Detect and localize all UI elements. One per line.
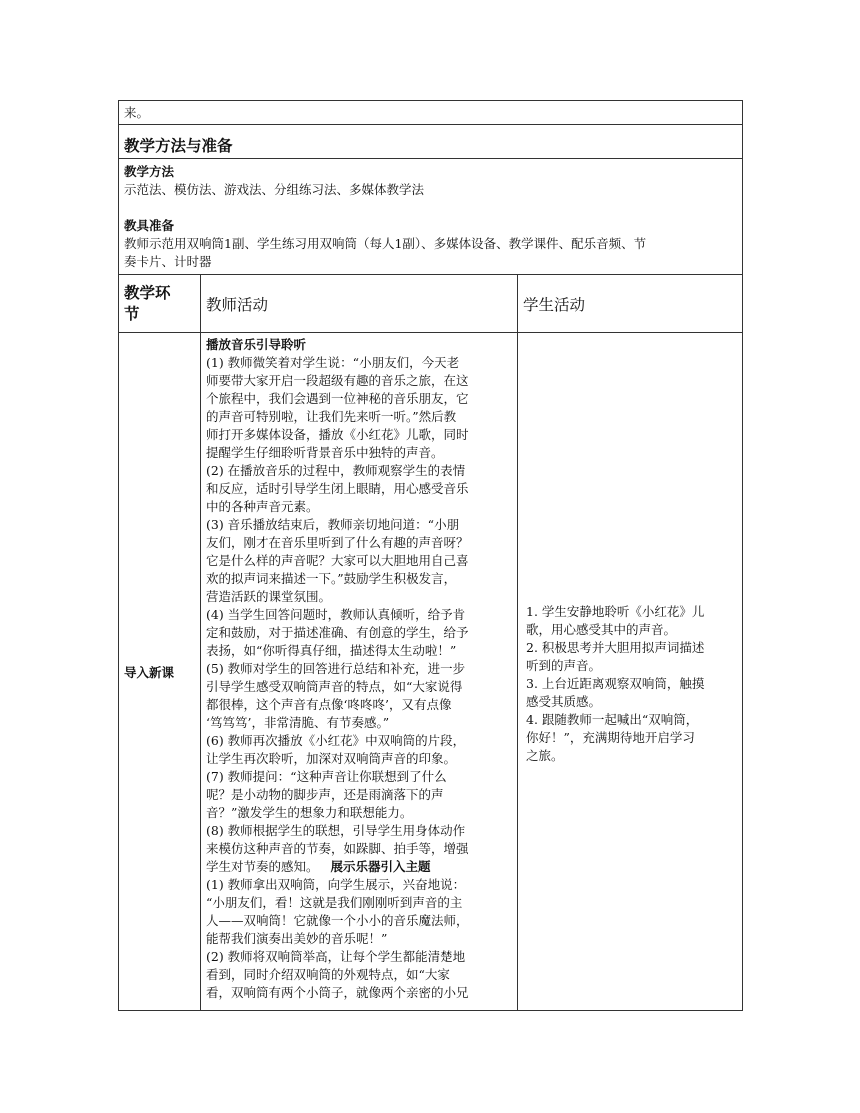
teacher-line: 师要带大家开启一段超级有趣的音乐之旅，在这 bbox=[206, 373, 469, 388]
header-student bbox=[518, 275, 743, 333]
student-line: 2. 积极思考并大胆用拟声词描述 bbox=[526, 639, 705, 655]
teacher-line: 友们，刚才在音乐里听到了什么有趣的声音呀？ bbox=[206, 535, 469, 550]
stage-label: 导入新课 bbox=[124, 664, 175, 680]
teacher-lines-2 bbox=[206, 876, 513, 1002]
teacher-line: (7) 教师提问：“这种声音让你联想到了什么 bbox=[206, 769, 447, 784]
teacher-line: 个旅程中，我们会遇到一位神秘的音乐朋友，它 bbox=[206, 391, 469, 406]
teacher-line: 它是什么样的声音呢？大家可以大胆地用自己喜 bbox=[206, 553, 469, 568]
teacher-line: 定和鼓励，对于描述准确、有创意的学生，给予 bbox=[206, 625, 469, 640]
student-line: 3. 上台近距离观察双响筒，触摸 bbox=[526, 675, 705, 691]
student-line: 听到的声音。 bbox=[526, 657, 602, 673]
teacher-line: 营造活跃的课堂氛围。 bbox=[206, 589, 332, 604]
teacher-line: (2) 在播放音乐的过程中，教师观察学生的表情 bbox=[206, 463, 466, 478]
tools-heading: 教具准备 bbox=[124, 218, 175, 233]
student-line: 之旅。 bbox=[526, 747, 564, 763]
teacher-line: 让学生再次聆听，加深对双响筒声音的印象。 bbox=[206, 751, 457, 766]
teacher-line: 师打开多媒体设备，播放《小红花》儿歌，同时 bbox=[206, 427, 469, 442]
teacher-heading-1: 播放音乐引导聆听 bbox=[206, 337, 307, 352]
teacher-line: (1) 教师微笑着对学生说：“小朋友们，今天老 bbox=[206, 355, 460, 370]
methods-heading: 教学方法 bbox=[124, 164, 175, 179]
teacher-line: (4) 当学生回答问题时，教师认真倾听，给予肯 bbox=[206, 607, 466, 622]
top-continuation-row bbox=[119, 101, 743, 125]
teacher-line: (3) 音乐播放结束后，教师亲切地问道：“小朋 bbox=[206, 517, 460, 532]
header-teacher bbox=[201, 275, 518, 333]
teacher-line: 看，双响筒有两个小筒子，就像两个亲密的小兄 bbox=[206, 985, 469, 1000]
teacher-line: 提醒学生仔细聆听背景音乐中独特的声音。 bbox=[206, 445, 444, 460]
tools-text-line2: 奏卡片、计时器 bbox=[124, 254, 212, 269]
teacher-line: (5) 教师对学生的回答进行总结和补充，进一步 bbox=[206, 661, 466, 676]
teacher-line: 看到，同时介绍双响筒的外观特点，如“大家 bbox=[206, 967, 450, 982]
student-line: 歌，用心感受其中的声音。 bbox=[526, 621, 677, 637]
student-line: 1. 学生安静地聆听《小红花》儿 bbox=[526, 603, 705, 619]
teacher-line: 引导学生感受双响筒声音的特点，如“大家说得 bbox=[206, 679, 463, 694]
teacher-line: 中的各种声音元素。 bbox=[206, 499, 319, 514]
student-activity-cell bbox=[518, 333, 743, 1011]
teacher-line: 来模仿这种声音的节奏，如跺脚、拍手等，增强 bbox=[206, 841, 469, 856]
teacher-line: 呢？是小动物的脚步声，还是雨滴落下的声 bbox=[206, 787, 444, 802]
teacher-line: 欢的拟声词来描述一下。”鼓励学生积极发言， bbox=[206, 571, 457, 586]
teacher-line: 能帮我们演奏出美妙的音乐呢！” bbox=[206, 931, 388, 946]
header-student-text: 学生活动 bbox=[523, 295, 586, 314]
teacher-line: 学生对节奏的感知。 bbox=[206, 859, 319, 874]
student-line: 4. 跟随教师一起喊出“双响筒， bbox=[526, 711, 699, 727]
teacher-line: (2) 教师将双响筒举高，让每个学生都能清楚地 bbox=[206, 949, 466, 964]
teacher-activity-cell bbox=[201, 333, 518, 1011]
teacher-mixed-line bbox=[206, 858, 513, 876]
section-title-text: 教学方法与准备 bbox=[124, 137, 233, 155]
teacher-line: “小朋友们，看！这就是我们刚刚听到声音的主 bbox=[206, 895, 463, 910]
teacher-line: (6) 教师再次播放《小红花》中双响筒的片段， bbox=[206, 733, 466, 748]
header-teacher-text: 教师活动 bbox=[206, 295, 269, 314]
header-stage-text: 教学环节 bbox=[124, 283, 171, 323]
student-line: 感受其质感。 bbox=[526, 693, 602, 709]
teacher-heading-2: 展示乐器引入主题 bbox=[330, 859, 431, 874]
teacher-line: 都很棒，这个声音有点像‘咚咚咚’，又有点像 bbox=[206, 697, 452, 712]
blank-line bbox=[124, 199, 737, 217]
teacher-line: ‘笃笃笃’，非常清脆、有节奏感。” bbox=[206, 715, 390, 730]
methods-text: 示范法、模仿法、游戏法、分组练习法、多媒体教学法 bbox=[124, 182, 425, 197]
section-title bbox=[119, 125, 743, 159]
tools-text-line1: 教师示范用双响筒1副、学生练习用双响筒（每人1副）、多媒体设备、教学课件、配乐音频、节 bbox=[124, 236, 647, 251]
stage-cell bbox=[119, 333, 201, 1011]
teacher-line: (1) 教师拿出双响筒，向学生展示，兴奋地说： bbox=[206, 877, 466, 892]
teacher-line: 的声音可特别啦，让我们先来听一听。”然后教 bbox=[206, 409, 457, 424]
student-lines bbox=[526, 603, 737, 765]
teacher-line: 和反应，适时引导学生闭上眼睛，用心感受音乐 bbox=[206, 481, 469, 496]
teacher-line: 表扬，如“你听得真仔细，描述得太生动啦！” bbox=[206, 643, 457, 658]
teacher-line: 人——双响筒！它就像一个小小的音乐魔法师， bbox=[206, 913, 469, 928]
teacher-line: 音？”激发学生的想象力和联想能力。 bbox=[206, 805, 413, 820]
lesson-plan-page bbox=[118, 100, 742, 1011]
student-line: 你好！”，充满期待地开启学习 bbox=[526, 729, 695, 745]
header-stage bbox=[119, 275, 201, 333]
methods-block bbox=[119, 159, 743, 275]
teacher-lines bbox=[206, 354, 513, 858]
continuation-text: 来。 bbox=[124, 104, 150, 120]
teacher-line: (8) 教师根据学生的联想，引导学生用身体动作 bbox=[206, 823, 466, 838]
lesson-plan-table bbox=[118, 100, 743, 1011]
